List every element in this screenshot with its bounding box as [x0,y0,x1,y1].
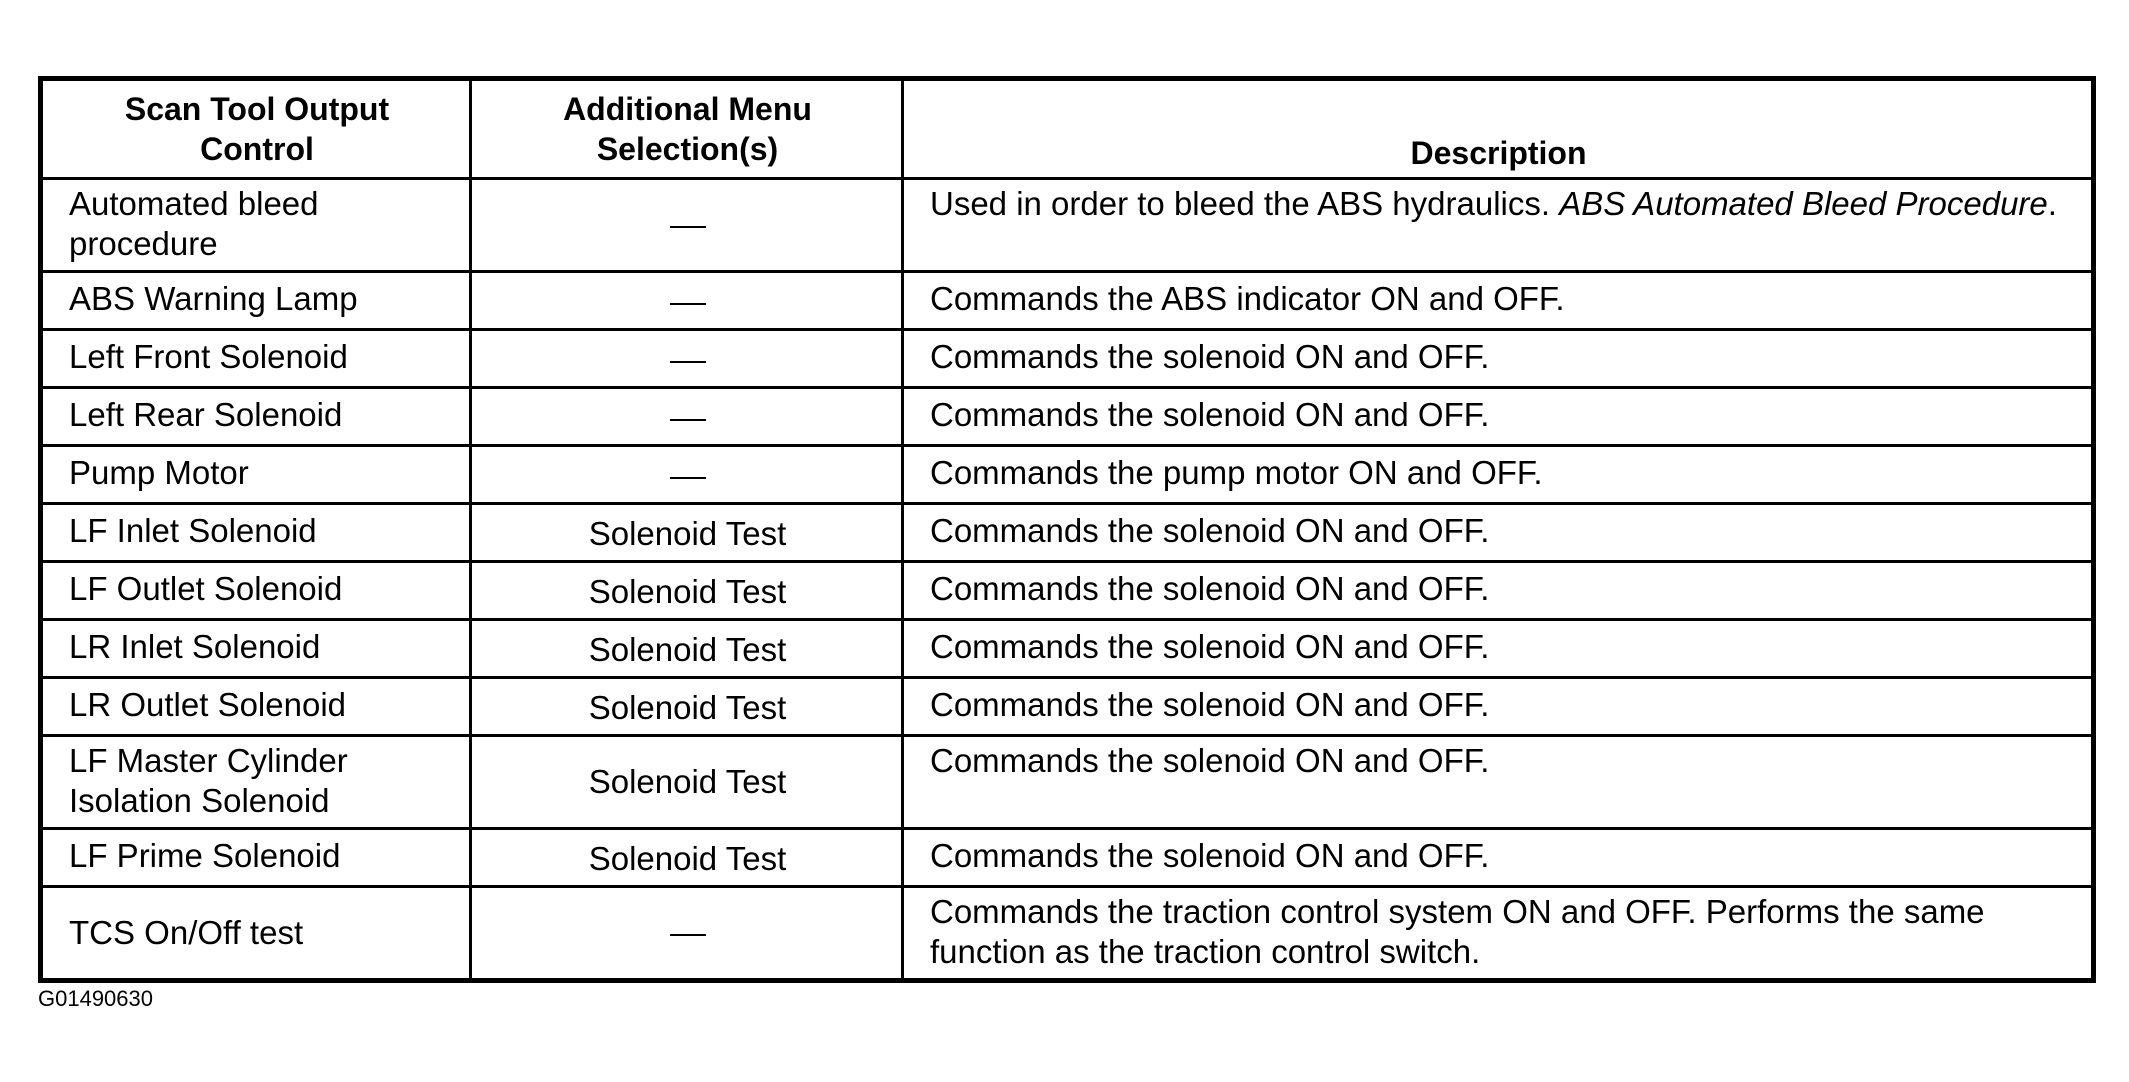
table-row [41,504,2094,562]
description-cell: Commands the ABS indicator ON and OFF. [903,272,2094,330]
output-controls-table-container [38,76,2096,983]
menu-cell [471,272,903,330]
table-header-row [41,79,2094,179]
description-cell: Commands the solenoid ON and OFF. [903,678,2094,736]
control-cell: Left Rear Solenoid [41,388,471,446]
control-cell: LR Inlet Solenoid [41,620,471,678]
table-row [41,330,2094,388]
control-cell: LF Master Cylinder Isolation Solenoid [41,736,471,829]
description-cell: Commands the solenoid ON and OFF. [903,504,2094,562]
table-row [41,620,2094,678]
description-cell [903,179,2094,272]
table-row [41,887,2094,981]
description-end: . [2047,185,2057,222]
control-cell: LF Outlet Solenoid [41,562,471,620]
control-cell: LF Inlet Solenoid [41,504,471,562]
menu-cell: Solenoid Test [471,736,903,829]
header-scan-tool-output-control: Scan Tool Output Control [41,79,471,179]
dash-mark [670,361,706,363]
dash-mark [670,226,706,228]
control-cell: LF Prime Solenoid [41,829,471,887]
header-description: Description [903,79,2094,179]
figure-id: G01490630 [38,986,153,1011]
table-row [41,179,2094,272]
menu-cell: Solenoid Test [471,562,903,620]
description-cell: Commands the solenoid ON and OFF. [903,620,2094,678]
menu-cell: Solenoid Test [471,829,903,887]
output-controls-table [38,76,2096,983]
menu-cell [471,446,903,504]
control-cell: ABS Warning Lamp [41,272,471,330]
menu-cell [471,388,903,446]
control-cell: TCS On/Off test [41,887,471,981]
description-cell: Commands the solenoid ON and OFF. [903,562,2094,620]
dash-mark [670,477,706,479]
table-row [41,272,2094,330]
control-cell: LR Outlet Solenoid [41,678,471,736]
dash-mark [670,419,706,421]
table-row [41,562,2094,620]
table-row [41,736,2094,829]
menu-cell [471,179,903,272]
control-cell: Automated bleed procedure [41,179,471,272]
dash-mark [670,303,706,305]
menu-cell: Solenoid Test [471,620,903,678]
menu-cell [471,330,903,388]
description-cell: Commands the traction control system ON and OFF. Performs the same function as the traction control switch. [903,887,2094,981]
header-additional-menu-selections: Additional Menu Selection(s) [471,79,903,179]
table-row [41,678,2094,736]
table-row [41,388,2094,446]
table-row [41,446,2094,504]
menu-cell: Solenoid Test [471,678,903,736]
control-cell: Pump Motor [41,446,471,504]
description-cell: Commands the solenoid ON and OFF. [903,330,2094,388]
description-cell: Commands the solenoid ON and OFF. [903,829,2094,887]
control-cell: Left Front Solenoid [41,330,471,388]
description-cell: Commands the solenoid ON and OFF. [903,388,2094,446]
table-row [41,829,2094,887]
description-cell: Commands the pump motor ON and OFF. [903,446,2094,504]
procedure-reference: ABS Automated Bleed Procedure [1559,185,2048,222]
menu-cell [471,887,903,981]
description-text: Used in order to bleed the ABS hydraulics. [930,185,1551,222]
description-cell: Commands the solenoid ON and OFF. [903,736,2094,829]
dash-mark [670,934,706,936]
menu-cell: Solenoid Test [471,504,903,562]
